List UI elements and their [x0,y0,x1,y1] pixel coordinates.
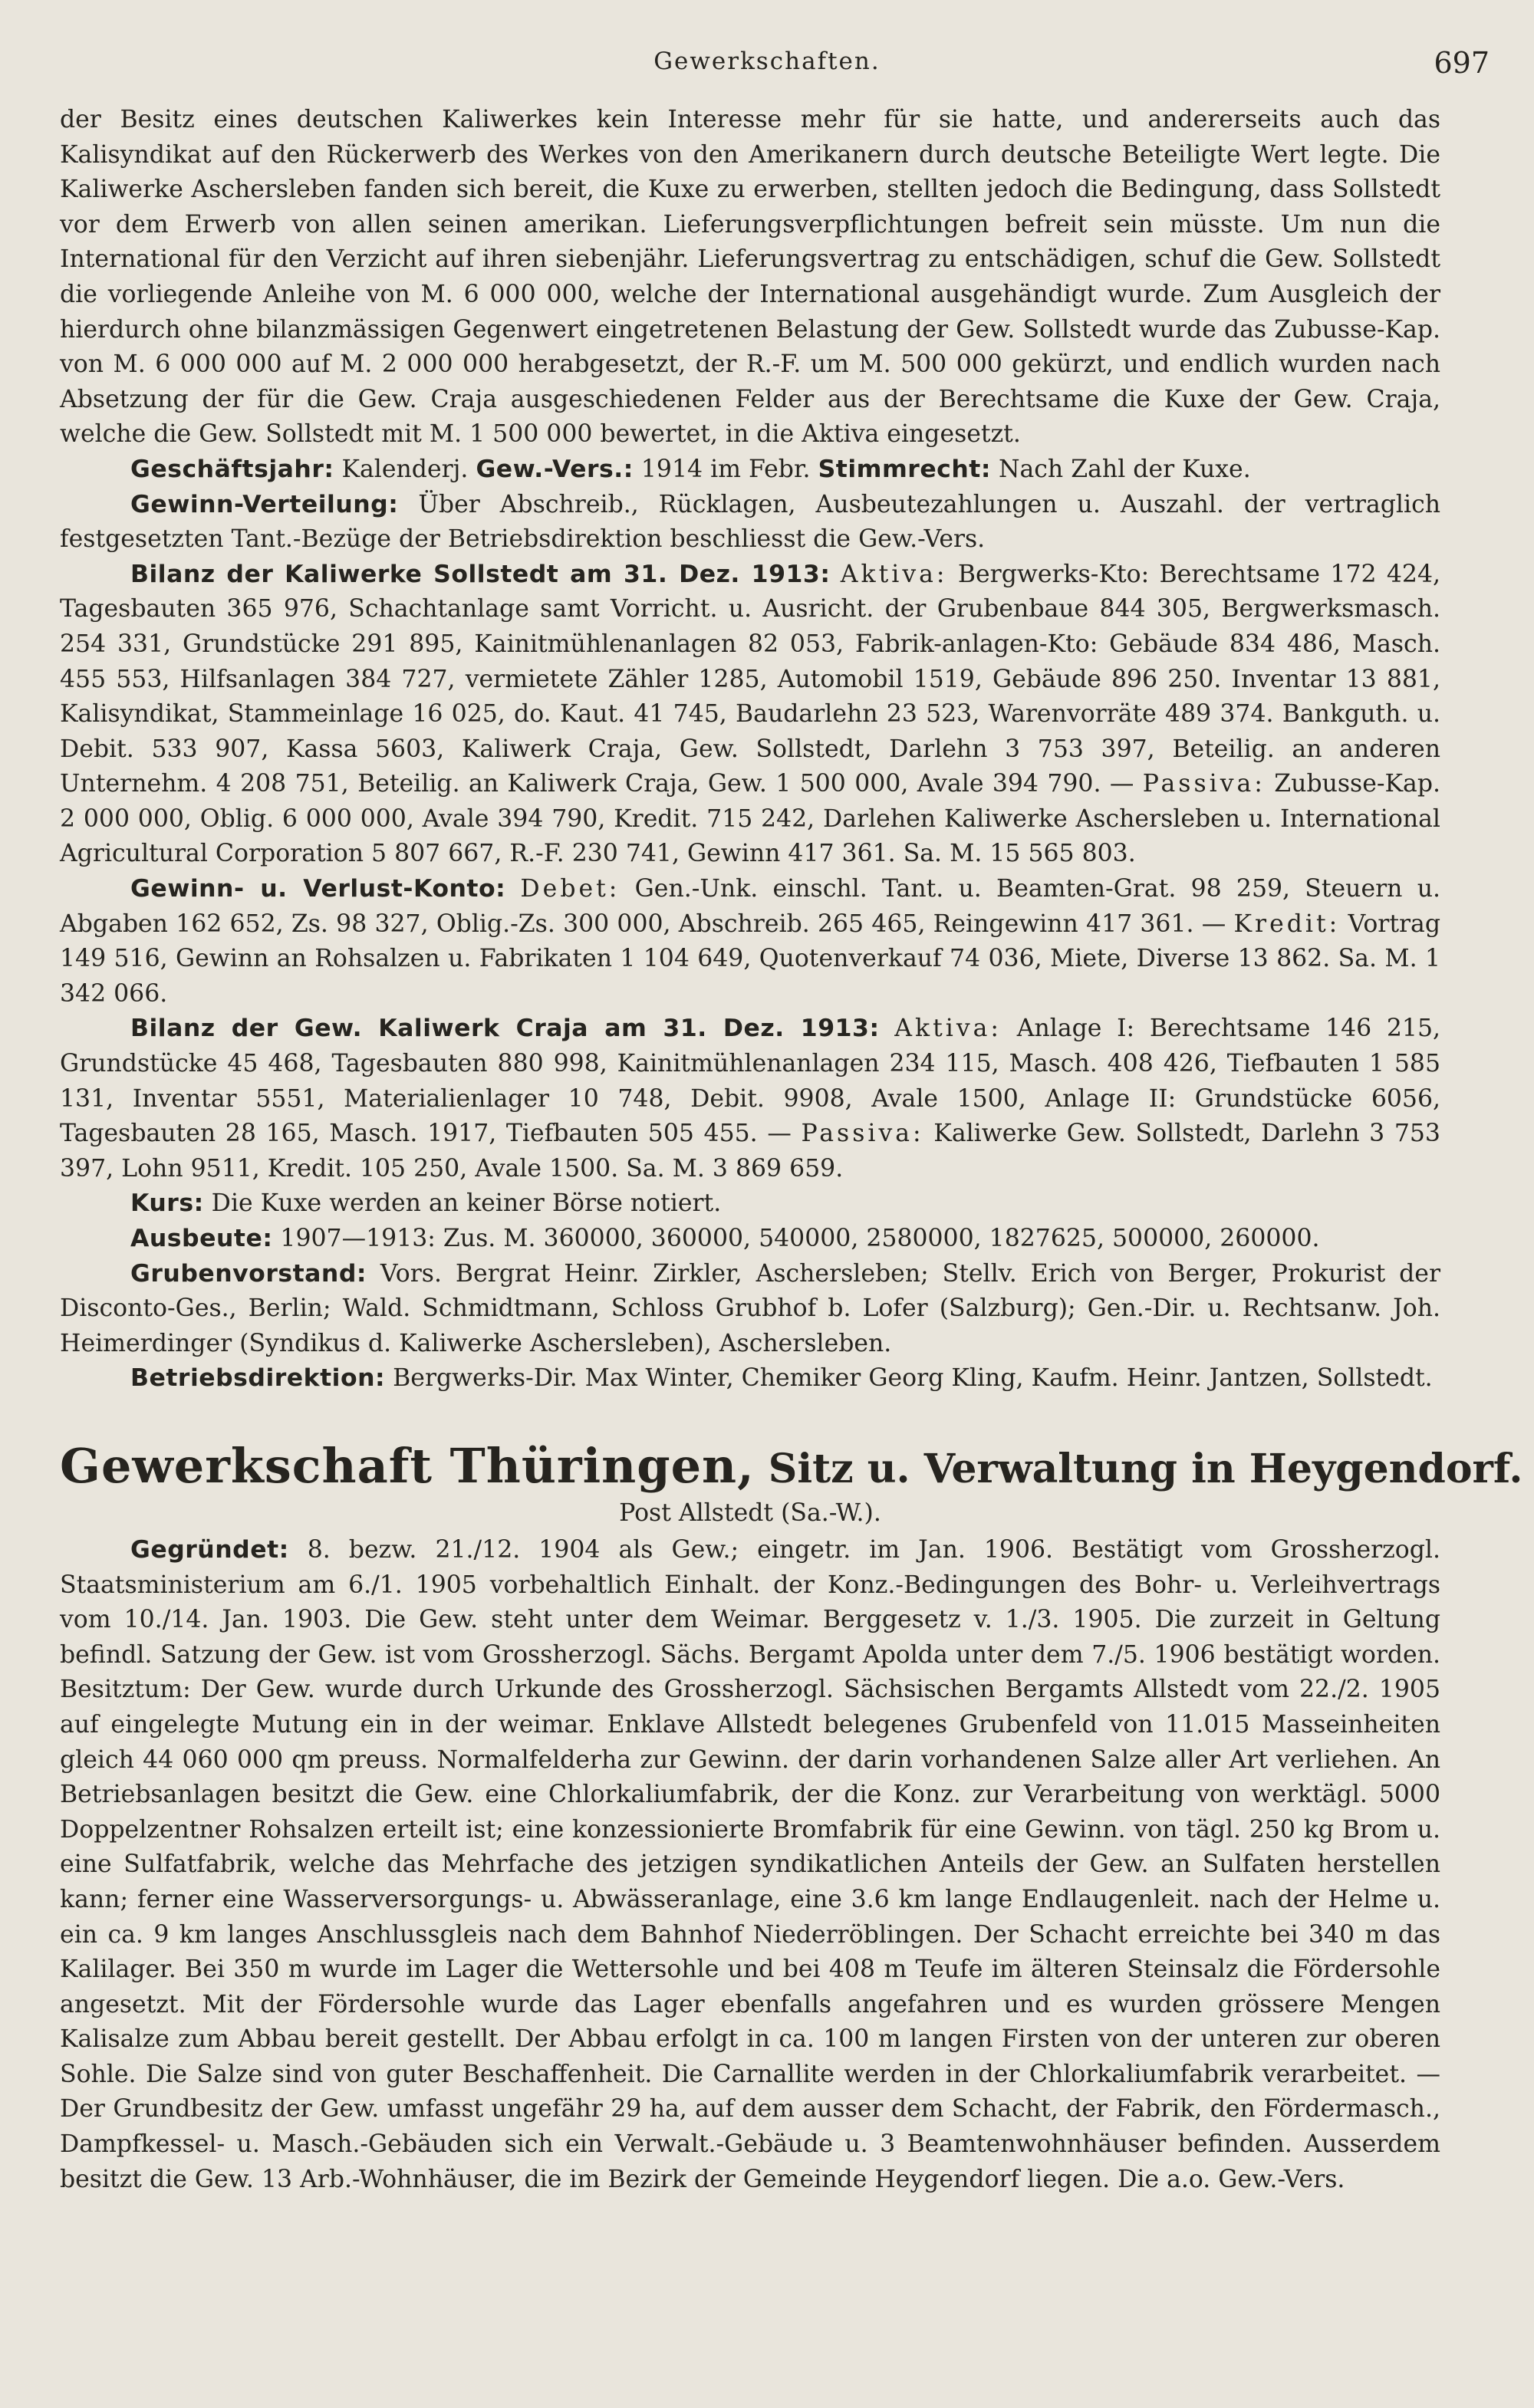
entry-subheading: Post Allstedt (Sa.-W.). [619,1498,881,1527]
label-gewinn-verteilung: Gewinn-Verteilung: [130,490,399,518]
label-kurs: Kurs: [130,1189,204,1218]
text-passiva-craja: Kaliwerke Gew. Sollstedt, Darlehn 3 753 397, Lohn 9511, Kredit. 105 250, Avale 1500. Sa. M. 3 869 659. [60,1120,1440,1183]
label-stimmrecht: Stimmrecht: [818,455,991,483]
paragraph-grubenvorstand [60,1257,1440,1362]
running-head: Gewerkschaften. [653,48,881,75]
text-gegruendet: 8. bezw. 21./12. 1904 als Gew.; eingetr. im Jan. 1906. Bestätigt vom Grossherzogl. Staatsministerium am 6./1. 1905 vorbehaltlich Einhalt. der Konz.-Bedingungen des Bohr- u. Verleihvertrags vom 10./14. Jan. 1903. Die Gew. steht unter dem Weimar. Berggesetz v. 1./3. 1905. Die zurzeit in Geltung befindl. Satzung der Gew. ist vom Grossherzogl. Sächs. Bergamt Apolda unter dem 7./5. 1906 bestätigt worden. Besitztum: Der Gew. wurde durch Urkunde des Grossherzogl. Sächsischen Bergamts Allstedt vom 22./2. 1905 auf eingelegte Mutung ein in der weimar. Enklave Allstedt belegenes Grubenfeld von 11.015 Masseinheiten gleich 44 060 000 qm preuss. Normalfelderha zur Gewinn. der darin vorhandenen Salze aller Art verliehen. An Betriebsanlagen besitzt die Gew. eine Chlorkaliumfabrik, der die Konz. zur Verarbeitung von werktägl. 5000 Doppelzentner Rohsalzen erteilt ist; eine konzessionierte Bromfabrik für eine Gewinn. von tägl. 250 kg Brom u. eine Sulfatfabrik, welche das Mehrfache des jetzigen syndikatlichen Anteils der Gew. an Sulfaten herstellen kann; ferner eine Wasserversorgungs- u. Abwässeranlage, eine 3.6 km lange Endlaugenleit. nach der Helme u. ein ca. 9 km langes Anschlussgleis nach dem Bahnhof Niederröblingen. Der Schacht erreichte bei 340 m das Kalilager. Bei 350 m wurde im Lager die Wettersohle und bei 408 m Teufe im älteren Steinsalz die Fördersohle angesetzt. Mit der Fördersohle wurde das Lager ebenfalls angefahren und es wurden grössere Mengen Kalisalze zum Abbau bereit gestellt. Der Abbau erfolgt in ca. 100 m langen Firsten von der unteren zur oberen Sohle. Die Salze sind von guter Beschaffenheit. Die Carnallite werden in der Chlorkaliumfabrik verarbeitet. — Der Grundbesitz der Gew. umfasst ungefähr 29 ha, auf dem ausser dem Schacht, der Fabrik, den Fördermasch., Dampfkessel- u. Masch.-Gebäuden sich ein Verwalt.-Gebäude u. 3 Beamtenwohnhäuser befinden. Ausserdem besitzt die Gew. 13 Arb.-Wohnhäuser, die im Bezirk der Gemeinde Heygendorf liegen. Die a.o. Gew.-Vers. [60,1535,1440,2193]
label-aktiva-craja: Aktiva: [894,1015,1002,1043]
label-passiva-craja: Passiva: [801,1120,924,1148]
text-kredit: Vortrag 149 516, Gewinn an Rohsalzen u. Fabrikaten 1 104 649, Quotenverkauf 74 036, Miete, Diverse 13 862. Sa. M. 1 342 066. [60,910,1440,1008]
paragraph-bilanz-craja [60,1012,1440,1186]
entry-heading-seat: Sitz u. Verwaltung in Heygendorf. [754,1445,1523,1492]
label-aktiva: Aktiva: [840,560,948,588]
page-number: 697 [1434,46,1490,80]
label-passiva: Passiva: [1142,770,1266,798]
label-bilanz-sollstedt: Bilanz der Kaliwerke Sollstedt am 31. Dez. 1913: [130,560,831,588]
label-grubenvorstand: Grubenvorstand: [130,1259,367,1288]
paragraph-gewinn-verlust [60,872,1440,1012]
paragraph-betriebsdirektion [60,1361,1440,1396]
text-aktiva-craja: Anlage I: Berechtsame 146 215, Grundstücke 45 468, Tagesbauten 880 998, Kainitmühlenanlagen 234 115, Masch. 408 426, Tiefbauten 1 585 131, Inventar 5551, Materialienlager 10 748, Debit. 9908, Avale 1500, Anlage II: Grundstücke 6056, Tagesbauten 28 165, Masch. 1917, Tiefbauten 505 455. — [60,1015,1440,1148]
page-header [0,48,1534,94]
text-grubenvorstand: Vors. Bergrat Heinr. Zirkler, Aschersleben; Stellv. Erich von Berger, Prokurist der Disconto-Ges., Berlin; Wald. Schmidtmann, Schloss Grubhof b. Lofer (Salzburg); Gen.-Dir. u. Rechtsanw. Joh. Heimerdinger (Syndikus d. Kaliwerke Aschersleben), Aschersleben. [60,1259,1440,1357]
paragraph-kurs [60,1186,1440,1222]
text-block [60,103,1523,2197]
label-ausbeute: Ausbeute: [130,1225,273,1252]
entry-heading [60,1437,1523,1496]
label-kredit: Kredit: [1233,910,1341,938]
paragraph-ausbeute [60,1222,1440,1257]
paragraph-history: der Besitz eines deutschen Kaliwerkes kein Interesse mehr für sie hatte, und andererseits auch das Kalisyndikat auf den Rückerwerb des Werkes von den Amerikanern durch deutsche Beteiligte Wert legte. Die Kaliwerke Aschersleben fanden sich bereit, die Kuxe zu erwerben, stellten jedoch die Bedingung, dass Sollstedt vor dem Erwerb von allen seinen amerikan. Lieferungsverpflichtungen befreit sein müsste. Um nun die International für den Verzicht auf ihren siebenjähr. Lieferungsvertrag zu entschädigen, schuf die Gew. Sollstedt die vorliegende Anleihe von M. 6 000 000, welche der International ausgehändigt wurde. Zum Ausgleich der hierdurch ohne bilanzmässigen Gegenwert eingetretenen Belastung der Gew. Sollstedt wurde das Zubusse-Kap. von M. 6 000 000 auf M. 2 000 000 herabgesetzt, der R.-F. um M. 500 000 gekürzt, und endlich wurden nach Absetzung der für die Gew. Craja ausgeschiedenen Felder aus der Berechtsame die Kuxe der Gew. Craja, welche die Gew. Sollstedt mit M. 1 500 000 bewertet, in die Aktiva eingesetzt. [60,106,1440,449]
label-bilanz-craja: Bilanz der Gew. Kaliwerk Craja am 31. Dez. 1913: [130,1015,880,1043]
text-kurs: Die Kuxe werden an keiner Börse notiert. [203,1189,722,1218]
paragraph-gewinn-verteilung [60,488,1440,558]
text-aktiva-sollstedt: Bergwerks-Kto: Berechtsame 172 424, Tagesbauten 365 976, Schachtanlage samt Vorricht. u. Ausricht. der Grubenbaue 844 305, Bergwerksmasch. 254 331, Grundstücke 291 895, Kainitmühlenanlagen 82 053, Fabrik-anlagen-Kto: Gebäude 834 486, Masch. 455 553, Hilfsanlagen 384 727, vermietete Zähler 1285, Automobil 1519, Gebäude 896 250. Inventar 13 881, Kalisyndikat, Stammeinlage 16 025, do. Kaut. 41 745, Baudarlehn 23 523, Warenvorräte 489 374. Bankguth. u. Debit. 533 907, Kassa 5603, Kaliwerk Craja, Gew. Sollstedt, Darlehn 3 753 397, Beteilig. an anderen Unternehm. 4 208 751, Beteilig. an Kaliwerk Craja, Gew. 1 500 000, Avale 394 790. — [60,560,1440,798]
text-debet: Gen.-Unk. einschl. Tant. u. Beamten-Grat. 98 259, Steuern u. Abgaben 162 652, Zs. 98 327, Oblig.-Zs. 300 000, Abschreib. 265 465, Reingewinn 417 361. — [60,875,1440,938]
text-gew-vers: 1914 im Febr. [633,455,818,483]
label-gew-vers: Gew.-Vers.: [476,455,634,483]
text-stimmrecht: Nach Zahl der Kuxe. [990,455,1251,483]
text-gewinn-verteilung: Über Abschreib., Rücklagen, Ausbeutezahlungen u. Auszahl. der vertraglich festgesetzten Tant.-Bezüge der Betriebsdirektion beschliesst die Gew.-Vers. [60,490,1440,554]
label-gegruendet: Gegründet: [130,1535,289,1564]
text-ausbeute: 1907—1913: Zus. M. 360000, 360000, 540000, 2580000, 1827625, 500000, 260000. [272,1225,1320,1252]
paragraph-bilanz-sollstedt [60,558,1440,872]
label-debet: Debet: [520,875,621,903]
entry-heading-company: Gewerkschaft Thüringen, [60,1437,755,1494]
paragraph-fiscal-info [60,452,1440,488]
text-betriebsdirektion: Bergwerks-Dir. Max Winter, Chemiker Georg Kling, Kaufm. Heinr. Jantzen, Sollstedt. [385,1364,1433,1393]
paragraph-gegruendet [60,1533,1440,2197]
label-betriebsdirektion: Betriebsdirektion: [130,1364,386,1393]
text-passiva-sollstedt: Zubusse-Kap. 2 000 000, Oblig. 6 000 000, Avale 394 790, Kredit. 715 242, Darlehen Kaliwerke Aschersleben u. International Agricultural Corporation 5 807 667, R.-F. 230 741, Gewinn 417 361. Sa. M. 15 565 803. [60,770,1440,868]
text-geschaeftsjahr: Kalenderj. [334,455,476,483]
label-geschaeftsjahr: Geschäftsjahr: [130,455,334,483]
label-gewinn-verlust: Gewinn- u. Verlust-Konto: [130,875,506,903]
